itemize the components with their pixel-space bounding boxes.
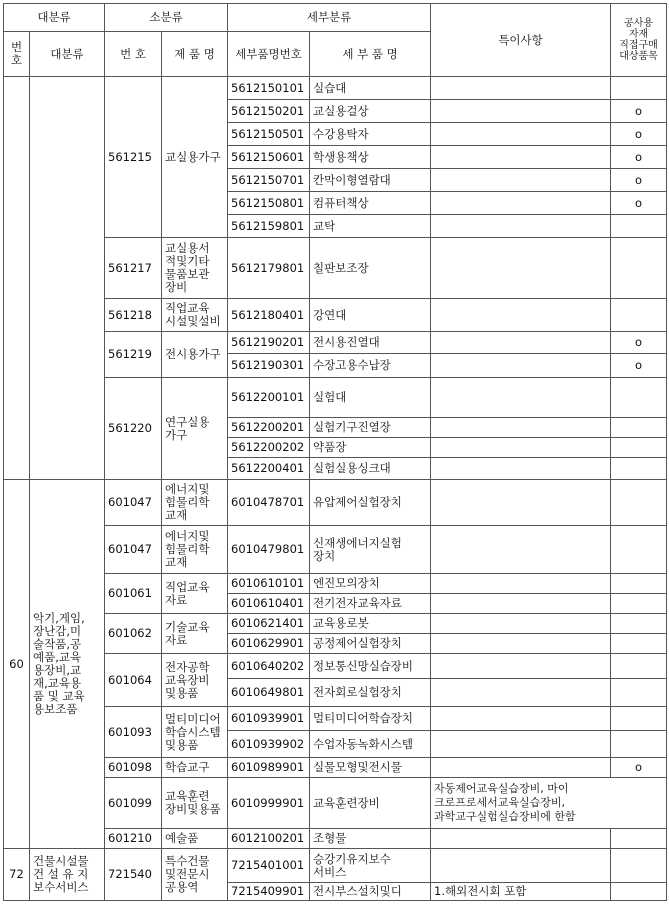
detail-note (431, 192, 611, 215)
detail-name: 컴퓨터책상 (310, 192, 431, 215)
detail-no: 6010649801 (228, 679, 310, 707)
major-no (4, 77, 30, 480)
detail-no: 5612200401 (228, 458, 310, 480)
detail-name: 실험실용싱크대 (310, 458, 431, 480)
detail-note (431, 354, 611, 378)
minor-name: 교육훈련 장비및용품 (162, 778, 228, 829)
procurement-mark (611, 707, 667, 731)
detail-note (431, 299, 611, 332)
procurement-mark (611, 526, 667, 574)
detail-no: 5612150701 (228, 169, 310, 192)
detail-note (431, 438, 611, 458)
detail-name: 실물모형및전시물 (310, 758, 431, 778)
detail-note: 자동제어교육실습장비, 마이 크로프로세서교육실습장비, 과학교구실험실습장비에 한함 (431, 778, 667, 829)
procurement-mark: o (611, 169, 667, 192)
detail-name: 학생용책상 (310, 146, 431, 169)
detail-no: 6010999901 (228, 778, 310, 829)
detail-name: 교육훈련장비 (310, 778, 431, 829)
detail-no: 5612200202 (228, 438, 310, 458)
detail-no: 7215401001 (228, 849, 310, 883)
detail-name: 전시용진열대 (310, 332, 431, 354)
detail-name: 수강용탁자 (310, 123, 431, 146)
header-detail-no: 세부품명번호 (228, 32, 310, 77)
minor-name: 에너지및 힘물리학 교재 (162, 480, 228, 526)
detail-no: 6012100201 (228, 829, 310, 849)
detail-note (431, 418, 611, 438)
detail-note: 1.해외전시회 포함 (431, 883, 611, 901)
detail-no: 6010989901 (228, 758, 310, 778)
header-major-name: 대분류 (30, 32, 105, 77)
minor-code: 601047 (105, 526, 162, 574)
detail-name: 교실용걸상 (310, 100, 431, 123)
detail-name: 약품장 (310, 438, 431, 458)
minor-code: 601098 (105, 758, 162, 778)
detail-note (431, 849, 611, 883)
detail-no: 5612159801 (228, 215, 310, 238)
detail-name: 승강기유지보수 서비스 (310, 849, 431, 883)
detail-name: 실험대 (310, 378, 431, 418)
minor-name: 연구실용 가구 (162, 378, 228, 480)
detail-note (431, 634, 611, 654)
detail-no: 6010629901 (228, 634, 310, 654)
procurement-mark: o (611, 758, 667, 778)
detail-name: 실험기구진열장 (310, 418, 431, 438)
detail-no: 5612200201 (228, 418, 310, 438)
procurement-mark (611, 574, 667, 594)
major-name (30, 77, 105, 480)
detail-note (431, 169, 611, 192)
detail-note (431, 458, 611, 480)
detail-name: 칸막이형열람대 (310, 169, 431, 192)
detail-note (431, 614, 611, 634)
header-procurement: 공사용 자재 직접구매 대상품목 (611, 4, 667, 77)
procurement-mark (611, 418, 667, 438)
detail-note (431, 332, 611, 354)
procurement-mark (611, 480, 667, 526)
detail-name: 신재생에너지실험 장치 (310, 526, 431, 574)
procurement-mark: o (611, 100, 667, 123)
header-no: 번 호 (4, 32, 30, 77)
minor-code: 561217 (105, 238, 162, 299)
minor-name: 기술교육 자료 (162, 614, 228, 654)
detail-note (431, 829, 611, 849)
detail-no: 6010478701 (228, 480, 310, 526)
procurement-mark (611, 654, 667, 679)
detail-note (431, 238, 611, 299)
minor-code: 601099 (105, 778, 162, 829)
detail-name: 엔진모의장치 (310, 574, 431, 594)
detail-no: 5612190201 (228, 332, 310, 354)
minor-name: 직업교육 시설및설비 (162, 299, 228, 332)
detail-note (431, 679, 611, 707)
detail-no: 5612150201 (228, 100, 310, 123)
procurement-mark (611, 378, 667, 418)
detail-name: 공정제어실험장치 (310, 634, 431, 654)
procurement-mark (611, 634, 667, 654)
major-no: 60 (4, 480, 30, 849)
detail-name: 전기전자교육자료 (310, 594, 431, 614)
detail-no: 6010939902 (228, 731, 310, 758)
detail-no: 5612190301 (228, 354, 310, 378)
detail-note (431, 574, 611, 594)
minor-code: 601210 (105, 829, 162, 849)
minor-code: 561220 (105, 378, 162, 480)
procurement-mark: o (611, 123, 667, 146)
header-minor: 소분류 (105, 4, 228, 32)
detail-no: 7215409901 (228, 883, 310, 901)
detail-note (431, 526, 611, 574)
minor-code: 561215 (105, 77, 162, 238)
detail-name: 전시부스설치및디 (310, 883, 431, 901)
procurement-mark: o (611, 192, 667, 215)
procurement-mark: o (611, 332, 667, 354)
detail-name: 전자회로실험장치 (310, 679, 431, 707)
minor-code: 601061 (105, 574, 162, 614)
detail-name: 교탁 (310, 215, 431, 238)
detail-no: 6010640202 (228, 654, 310, 679)
minor-name: 예술품 (162, 829, 228, 849)
detail-name: 칠판보조장 (310, 238, 431, 299)
detail-name: 실습대 (310, 77, 431, 100)
procurement-mark (611, 829, 667, 849)
detail-no: 5612179801 (228, 238, 310, 299)
detail-note (431, 654, 611, 679)
detail-name: 유압제어실험장치 (310, 480, 431, 526)
detail-no: 6010939901 (228, 707, 310, 731)
minor-name: 특수건물 및전문시 공용역 (162, 849, 228, 901)
procurement-mark (611, 438, 667, 458)
detail-no: 6010610101 (228, 574, 310, 594)
detail-name: 수장고용수납장 (310, 354, 431, 378)
detail-note (431, 123, 611, 146)
procurement-mark: o (611, 354, 667, 378)
minor-code: 721540 (105, 849, 162, 901)
detail-note (431, 378, 611, 418)
minor-code: 601062 (105, 614, 162, 654)
detail-no: 6010479801 (228, 526, 310, 574)
procurement-mark (611, 238, 667, 299)
header-note: 특이사항 (431, 4, 611, 77)
procurement-mark: o (611, 146, 667, 169)
procurement-mark (611, 594, 667, 614)
major-name: 건물시설물 건 설 유 지 보수서비스 (30, 849, 105, 901)
product-classification-table (3, 3, 667, 901)
detail-note (431, 707, 611, 731)
procurement-mark (611, 883, 667, 901)
procurement-mark (611, 458, 667, 480)
minor-name: 에너지및 힘물리학 교재 (162, 526, 228, 574)
detail-no: 5612150501 (228, 123, 310, 146)
detail-no: 6010610401 (228, 594, 310, 614)
header-minor-no: 번 호 (105, 32, 162, 77)
procurement-mark (611, 299, 667, 332)
header-major: 대분류 (4, 4, 105, 32)
major-no: 72 (4, 849, 30, 901)
procurement-mark (611, 77, 667, 100)
major-name: 악기,게임, 장난감,미 술작품,공 예품,교육 용장비,교 재,교육용 품 및 교육 용보조품 (30, 480, 105, 849)
header-detail: 세부분류 (228, 4, 431, 32)
detail-note (431, 594, 611, 614)
detail-name: 멀티미디어학습장치 (310, 707, 431, 731)
detail-note (431, 100, 611, 123)
procurement-mark (611, 849, 667, 883)
detail-note (431, 146, 611, 169)
detail-no: 5612180401 (228, 299, 310, 332)
detail-name: 정보통신망실습장비 (310, 654, 431, 679)
detail-note (431, 77, 611, 100)
header-detail-name: 세 부 품 명 (310, 32, 431, 77)
detail-no: 5612150801 (228, 192, 310, 215)
detail-name: 교육용로봇 (310, 614, 431, 634)
detail-note (431, 731, 611, 758)
detail-no: 5612150601 (228, 146, 310, 169)
minor-code: 561219 (105, 332, 162, 378)
minor-name: 교실용가구 (162, 77, 228, 238)
procurement-mark (611, 731, 667, 758)
minor-code: 601047 (105, 480, 162, 526)
minor-code: 601093 (105, 707, 162, 758)
procurement-mark (611, 614, 667, 634)
detail-no: 5612200101 (228, 378, 310, 418)
header-product: 제 품 명 (162, 32, 228, 77)
detail-name: 강연대 (310, 299, 431, 332)
detail-name: 조형물 (310, 829, 431, 849)
detail-no: 5612150101 (228, 77, 310, 100)
minor-name: 직업교육 자료 (162, 574, 228, 614)
procurement-mark (611, 679, 667, 707)
minor-code: 601064 (105, 654, 162, 707)
minor-name: 전자공학 교육장비 및용품 (162, 654, 228, 707)
detail-note (431, 215, 611, 238)
minor-name: 전시용가구 (162, 332, 228, 378)
minor-name: 학습교구 (162, 758, 228, 778)
minor-name: 교실용서 적및기타 물품보관 장비 (162, 238, 228, 299)
minor-name: 멀티미디어 학습시스템 및용품 (162, 707, 228, 758)
detail-note (431, 758, 611, 778)
detail-name: 수업자동녹화시스템 (310, 731, 431, 758)
detail-no: 6010621401 (228, 614, 310, 634)
detail-note (431, 480, 611, 526)
procurement-mark (611, 215, 667, 238)
minor-code: 561218 (105, 299, 162, 332)
